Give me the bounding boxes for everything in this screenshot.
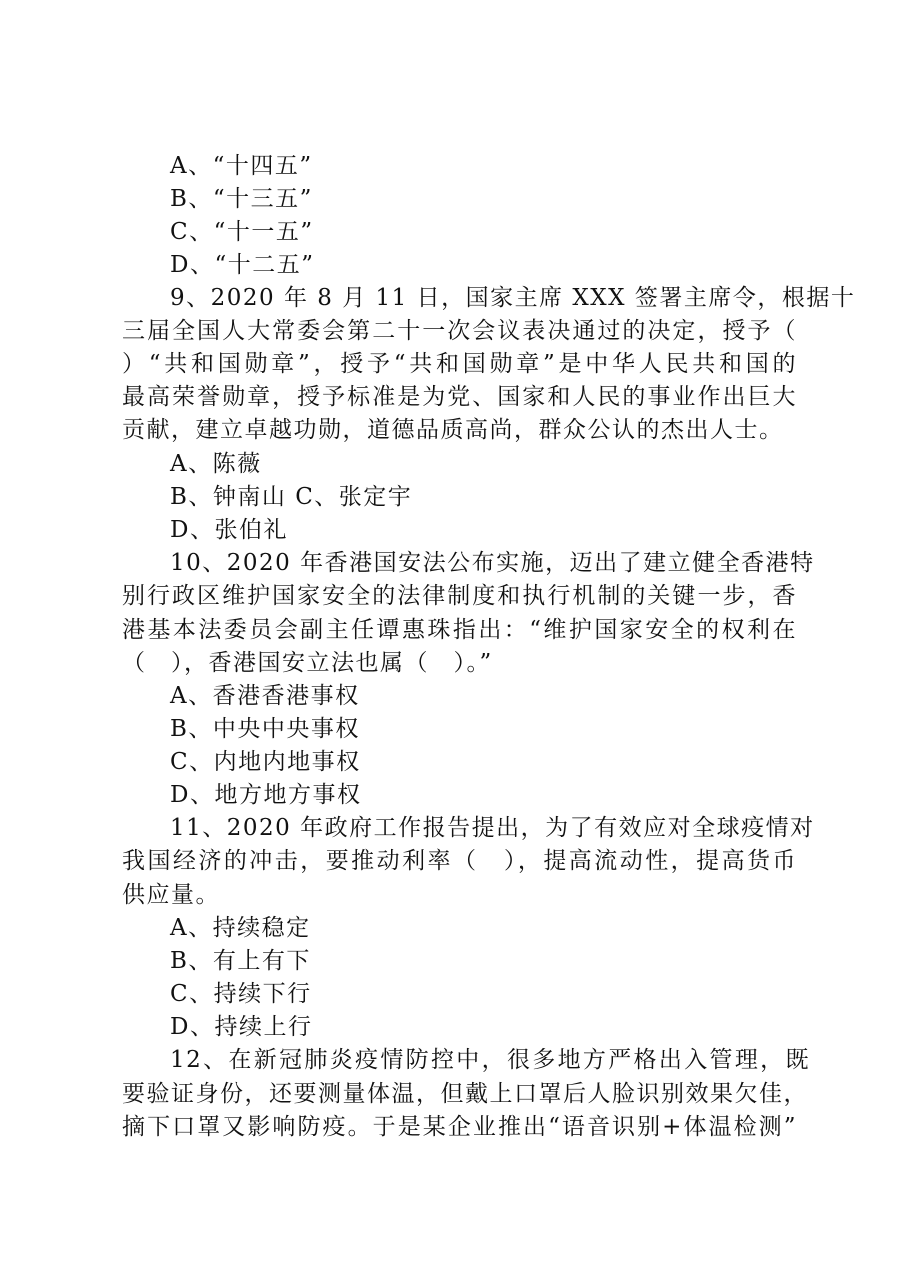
- q9-text-line-5: 贡献，建立卓越功勋，道德品质高尚，群众公认的杰出人士。: [122, 417, 784, 443]
- q8-option-a: A、“十四五”: [170, 153, 313, 179]
- q11-text-line-2: 我国经济的冲击，要推动利率（ ），提高流动性，提高货币: [122, 848, 797, 874]
- q11-text-line-3: 供应量。: [122, 882, 220, 908]
- q10-option-c: C、内地内地事权: [170, 749, 361, 775]
- q8-option-b: B、“十三五”: [170, 186, 313, 212]
- q9-option-d: D、张伯礼: [170, 517, 288, 543]
- q10-text-line-3: 港基本法委员会副主任谭惠珠指出：“维护国家安全的权利在: [122, 617, 797, 643]
- q10-text-line-2: 别行政区维护国家安全的法律制度和执行机制的关键一步，香: [122, 583, 797, 609]
- q10-option-b: B、中央中央事权: [170, 716, 360, 742]
- q8-option-d: D、“十二五”: [170, 252, 315, 278]
- q9-text-line-3: ）“共和国勋章”，授予“共和国勋章”是中华人民共和国的: [122, 351, 797, 377]
- q10-option-a: A、香港香港事权: [170, 683, 360, 709]
- q11-option-a: A、持续稳定: [170, 915, 311, 941]
- q12-text-line-1: 12、在新冠肺炎疫情防控中，很多地方严格出入管理，既: [170, 1047, 810, 1073]
- q9-text-line-2: 三届全国人大常委会第二十一次会议表决通过的决定，授予（: [122, 318, 797, 344]
- q11-option-c: C、持续下行: [170, 981, 312, 1007]
- q10-text-line-4: （ ），香港国安立法也属（ ）。”: [122, 650, 493, 676]
- q9-option-a: A、陈薇: [170, 451, 262, 477]
- q12-text-line-3: 摘下口罩又影响防疫。于是某企业推出“语音识别+体温检测”: [122, 1114, 797, 1140]
- q9-option-bc: B、钟南山 C、张定宇: [170, 484, 413, 510]
- q12-text-line-2: 要验证身份，还要测量体温，但戴上口罩后人脸识别效果欠佳，: [122, 1081, 808, 1107]
- q11-option-b: B、有上有下: [170, 948, 311, 974]
- q9-text-line-1: 9、2020 年 8 月 11 日，国家主席 XXX 签署主席令，根据十: [170, 285, 856, 311]
- q10-text-line-1: 10、2020 年香港国安法公布实施，迈出了建立健全香港特: [170, 550, 815, 576]
- q8-option-c: C、“十一五”: [170, 219, 314, 245]
- q11-text-line-1: 11、2020 年政府工作报告提出，为了有效应对全球疫情对: [170, 815, 815, 841]
- q11-option-d: D、持续上行: [170, 1014, 313, 1040]
- q9-text-line-4: 最高荣誉勋章，授予标准是为党、国家和人民的事业作出巨大: [122, 384, 797, 410]
- q10-option-d: D、地方地方事权: [170, 782, 362, 808]
